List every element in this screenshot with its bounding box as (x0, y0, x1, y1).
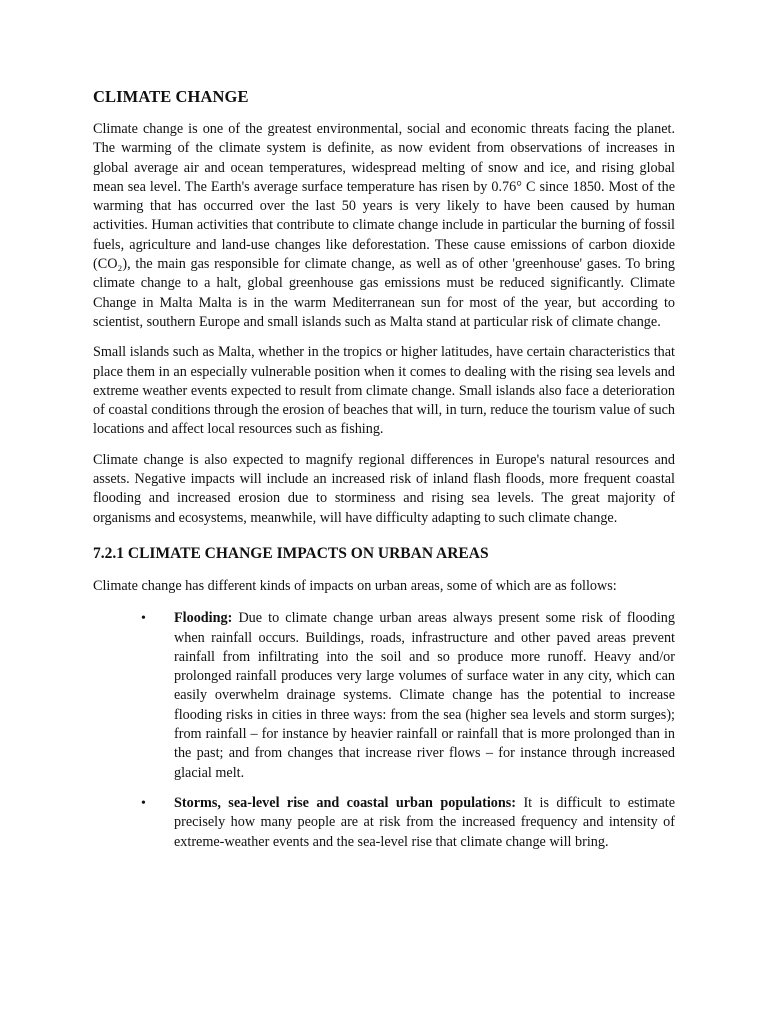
paragraph-small-islands: Small islands such as Malta, whether in the tropics or higher latitudes, have certain characteristics that place them in an especially vulnerable position when it comes to dealing with the rising sea levels and extreme weather events expected to result from climate change. Small islands also face a deterioration of coastal conditions through the erosion of beaches that will, in turn, reduce the tourism value of such locations and affect local resources such as fishing. (93, 344, 675, 438)
list-item-storms (93, 794, 675, 852)
paragraph-regional-differences: Climate change is also expected to magnify regional differences in Europe's natural resources and assets. Negative impacts will include an increased risk of inland flash floods, more frequent coastal flooding and increased erosion due to storminess and rising sea levels. The great majority of organisms and ecosystems, meanwhile, will have difficulty adapting to such climate change. (93, 451, 675, 526)
section-intro: Climate change has different kinds of impacts on urban areas, some of which are as follows: (93, 577, 617, 594)
page-title: CLIMATE CHANGE (93, 87, 249, 106)
bullet-icon: • (141, 795, 146, 811)
list-item-lead: Storms, sea-level rise and coastal urban populations: (174, 794, 517, 811)
impacts-list (93, 609, 675, 852)
document-page (93, 84, 675, 863)
list-item-text: It is difficult to estimate precisely how many people are at risk from the increased frequency and intensity of extreme-weather events and the sea-level rise that climate change will bring. (174, 794, 675, 850)
paragraph-intro: Climate change is one of the greatest environmental, social and economic threats facing the planet. The warming of the climate system is definite, as now evident from observations of increases in global average air and ocean temperatures, widespread melting of snow and ice, and rising global mean sea level. The Earth's average surface temperature has risen by 0.76° C since 1850. Most of the warming that has occurred over the last 50 years is very likely to have been caused by human activities. Human activities that contribute to climate change include in particular the burning of fossil fuels, agriculture and land-use changes like deforestation. These cause emissions of carbon dioxide (CO₂), the main gas responsible for climate change, as well as of other 'greenhouse' gases. To bring climate change to a halt, global greenhouse gas emissions must be reduced significantly. Climate Change in Malta Malta is in the warm Mediterranean sun for most of the year, but according to scientist, southern Europe and small islands such as Malta stand at particular risk of climate change. (93, 121, 675, 330)
list-item-lead: Flooding: (174, 610, 233, 627)
list-item-flooding (93, 609, 675, 783)
list-item-text: Due to climate change urban areas always present some risk of flooding when rainfall occurs. Buildings, roads, infrastructure and other paved areas prevent rainfall from infiltrating into the soil and so produce more runoff. Heavy and/or prolonged rainfall produces very large volumes of surface water in any city, which can easily overwhelm drainage systems. Climate change has the potential to increase flooding risks in cities in three ways: from the sea (higher sea levels and storm surges); from rainfall – for instance by heavier rainfall or rainfall that is more prolonged than in the past; and from changes that increase river flows – for instance through increased glacial melt. (174, 610, 675, 781)
bullet-icon: • (141, 611, 146, 627)
section-heading: 7.2.1 CLIMATE CHANGE IMPACTS ON URBAN AREAS (93, 544, 489, 562)
